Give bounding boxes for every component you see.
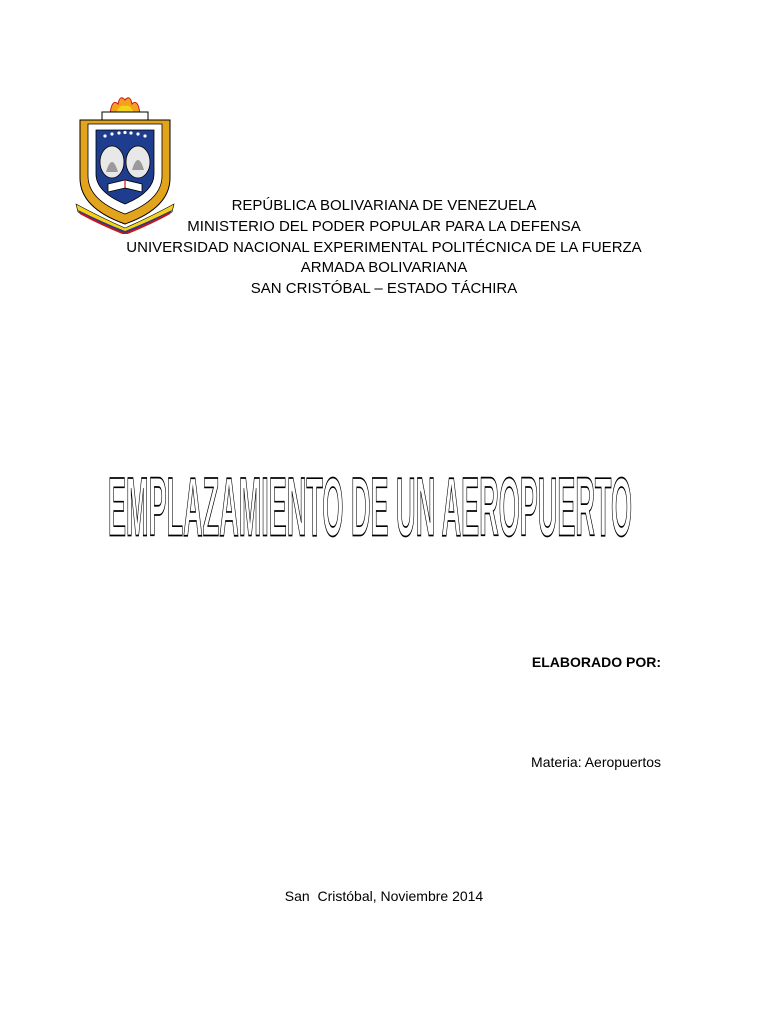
subject-line: Materia: Aeropuertos (531, 754, 661, 770)
header-line-ministry: MINISTERIO DEL PODER POPULAR PARA LA DEFENSA (187, 217, 581, 235)
header-line-country: REPÚBLICA BOLIVARIANA DE VENEZUELA (231, 197, 537, 214)
place-date: San Cristóbal, Noviembre 2014 (284, 888, 484, 904)
document-title (100, 466, 640, 556)
title-text: EMPLAZAMIENTO DE UN AEROPUERTO (107, 466, 632, 555)
author-label: ELABORADO POR: (531, 654, 661, 670)
header-line-university: UNIVERSIDAD NACIONAL EXPERIMENTAL POLITÉCNICA DE LA FUERZA (126, 238, 642, 256)
header-line-location: SAN CRISTÓBAL – ESTADO TÁCHIRA (250, 280, 518, 298)
header-line-armada: ARMADA BOLIVARIANA (300, 259, 468, 277)
title-wordart (100, 466, 640, 556)
institution-header (0, 196, 768, 300)
